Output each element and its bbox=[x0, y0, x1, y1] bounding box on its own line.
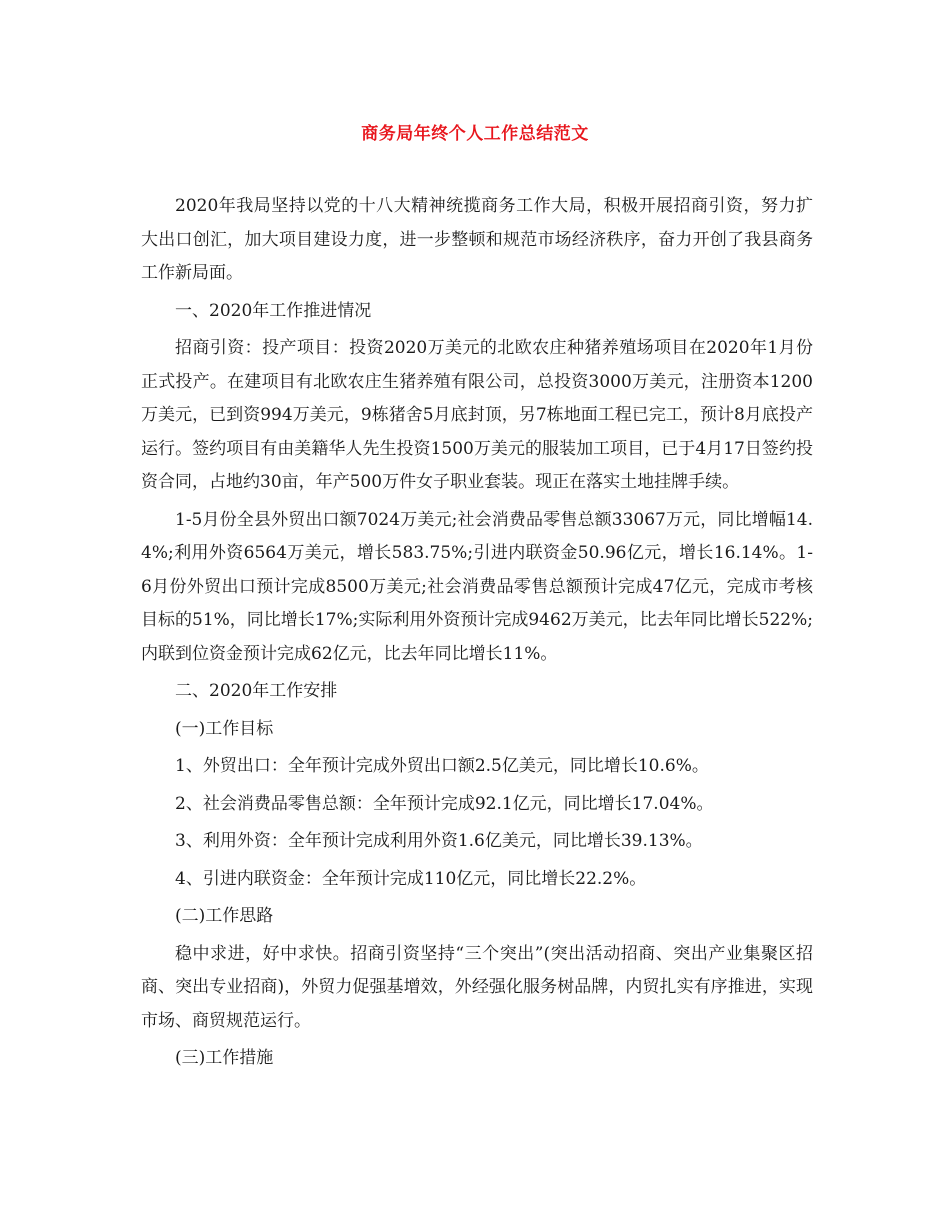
paragraph-approach: 稳中求进，好中求快。招商引资坚持“三个突出”(突出活动招商、突出产业集聚区招商、突出专业招商)，外贸力促强基增效，外经强化服务树品牌，内贸扎实有序推进，实现市场、商贸规范运行。 bbox=[141, 943, 813, 1031]
list-item-goal-1: 1、外贸出口：全年预计完成外贸出口额2.5亿美元，同比增长10.6%。 bbox=[175, 756, 709, 776]
list-item-goal-4: 4、引进内联资金：全年预计完成110亿元，同比增长22.2%。 bbox=[175, 868, 647, 889]
heading-work-goals: (一)工作目标 bbox=[175, 718, 274, 739]
heading-work-approach: (二)工作思路 bbox=[175, 906, 274, 926]
heading-section-1: 一、2020年工作推进情况 bbox=[175, 300, 372, 321]
paragraph-statistics: 1-5月份全县外贸出口额7024万美元;社会消费品零售总额33067万元，同比增幅14.4%;利用外资6564万美元，增长583.75%;引进内联资金50.96亿元，增长16.14%。1-6月份外贸出口预计完成8500万美元;社会消费品零售总额预计完成47亿元，完成市考核目标的51%，同比增长17%;实际利用外资预计完成9462万美元，比去年同比增长522%;内联到位资金预计完成62亿元，比去年同比增长11%。 bbox=[141, 509, 813, 664]
heading-section-2: 二、2020年工作安排 bbox=[175, 681, 338, 701]
list-item-goal-2: 2、社会消费品零售总额：全年预计完成92.1亿元，同比增长17.04%。 bbox=[175, 793, 714, 814]
document-body bbox=[141, 190, 813, 1076]
paragraph-intro: 2020年我局坚持以党的十八大精神统揽商务工作大局，积极开展招商引资，努力扩大出口创汇，加大项目建设力度，进一步整顿和规范市场经济秩序，奋力开创了我县商务工作新局面。 bbox=[141, 196, 813, 283]
paragraph-investment: 招商引资：投产项目：投资2020万美元的北欧农庄种猪养殖场项目在2020年1月份正式投产。在建项目有北欧农庄生猪养殖有限公司，总投资3000万美元，注册资本1200万美元，已到资994万美元，9栋猪舍5月底封顶，另7栋地面工程已完工，预计8月底投产运行。签约项目有由美籍华人先生投资1500万美元的服装加工项目，已于4月17日签约投资合同，占地约30亩，年产500万件女子职业套装。现正在落实土地挂牌手续。 bbox=[141, 338, 813, 492]
list-item-goal-3: 3、利用外资：全年预计完成利用外资1.6亿美元，同比增长39.13%。 bbox=[175, 831, 703, 851]
document-title: 商务局年终个人工作总结范文 bbox=[361, 124, 589, 144]
heading-work-measures: (三)工作措施 bbox=[175, 1048, 274, 1068]
